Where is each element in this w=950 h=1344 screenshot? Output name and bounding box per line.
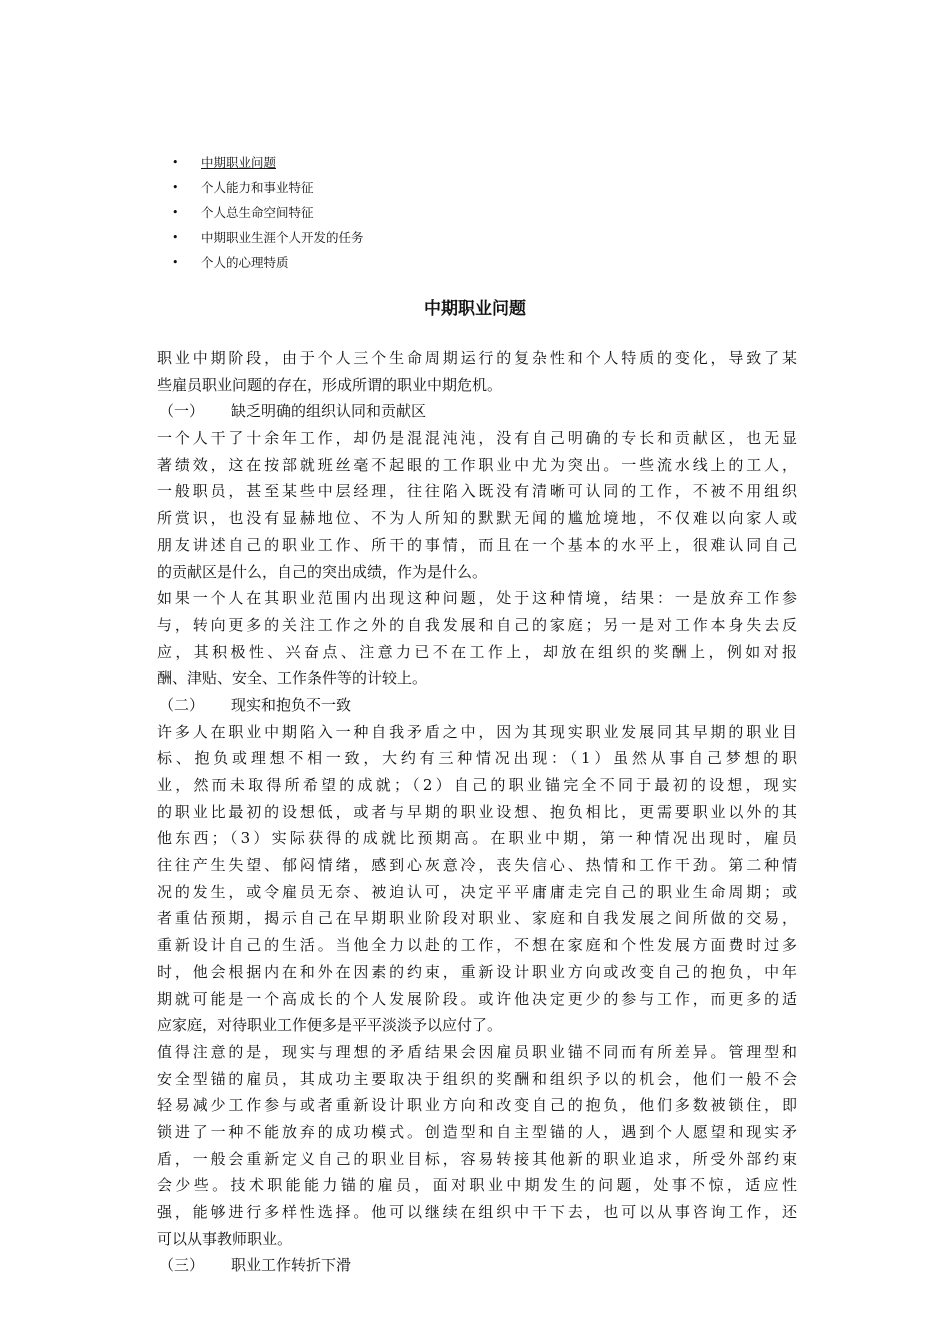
text-line: 时，他会根据内在和外在因素的约束，重新设计职业方向或改变自己的抱负，中年: [157, 962, 797, 981]
section-title: 中期职业问题: [424, 299, 526, 319]
toc-item[interactable]: [172, 175, 364, 200]
bullet-icon: •: [172, 156, 179, 169]
bullet-icon: •: [172, 181, 179, 194]
toc-item[interactable]: [172, 250, 364, 275]
text-line: 者重估预期，揭示自己在早期职业阶段对职业、家庭和自我发展之间所做的交易，: [157, 909, 797, 928]
text-line: 酬、津贴、安全、工作条件等的计较上。: [157, 669, 428, 688]
text-line: 期就可能是一个高成长的个人发展阶段。或许他决定更少的参与工作，而更多的适: [157, 989, 797, 1008]
text-line: 往往产生失望、郁闷情绪，感到心灰意冷，丧失信心、热情和工作干劲。第二种情: [157, 856, 797, 875]
text-line: 些雇员职业问题的存在，形成所谓的职业中期危机。: [157, 375, 503, 394]
text-line: 著绩效，这在按部就班丝毫不起眼的工作职业中尤为突出。一些流水线上的工人，: [157, 455, 797, 474]
text-line: 应，其积极性、兴奋点、注意力已不在工作上，却放在组织的奖酬上，例如对报: [157, 642, 797, 661]
text-line: 应家庭，对待职业工作便多是平平淡淡予以应付了。: [157, 1016, 503, 1035]
subsection-heading-text: 职业工作转折下滑: [231, 1256, 352, 1275]
text-line: 强，能够进行多样性选择。他可以继续在组织中干下去，也可以从事咨询工作，还: [157, 1203, 797, 1221]
toc-item[interactable]: [172, 225, 364, 250]
body-text: [157, 345, 797, 1279]
toc-item[interactable]: [172, 150, 364, 175]
text-line: 职业中期阶段，由于个人三个生命周期运行的复杂性和个人特质的变化，导致了某: [157, 349, 797, 367]
toc-link[interactable]: 个人总生命空间特征: [201, 205, 314, 220]
text-line: 业，然而未取得所希望的成就；（2）自己的职业锚完全不同于最初的设想，现实: [157, 776, 797, 794]
bullet-icon: •: [172, 206, 179, 219]
text-line: 的贡献区是什么，自己的突出成绩，作为是什么。: [157, 562, 488, 581]
text-line: 的职业比最初的设想低，或者与早期的职业设想、抱负相比，更需要职业以外的其: [157, 802, 797, 821]
table-of-contents: [172, 150, 364, 275]
text-line: 朋友讲述自己的职业工作、所干的事情，而且在一个基本的水平上，很难认同自己: [157, 535, 797, 554]
text-line: 安全型锚的雇员，其成功主要取决于组织的奖酬和组织予以的机会，他们一般不会: [157, 1069, 797, 1088]
toc-link[interactable]: 个人能力和事业特征: [201, 180, 314, 195]
text-line: 轻易减少工作参与或者重新设计职业方向和改变自己的抱负，他们多数被锁住，即: [157, 1096, 797, 1115]
subsection-number: （一）: [159, 402, 205, 421]
toc-link[interactable]: 个人的心理特质: [201, 255, 289, 270]
text-line: 所赏识，也没有显赫地位、不为人所知的默默无闻的尴尬境地，不仅难以向家人或: [157, 509, 797, 528]
text-line: 如果一个人在其职业范围内出现这种问题，处于这种情境，结果：一是放弃工作参: [157, 589, 797, 608]
bullet-icon: •: [172, 256, 179, 269]
text-line: 许多人在职业中期陷入一种自我矛盾之中，因为其现实职业发展同其早期的职业目: [157, 722, 797, 741]
text-line: 会少些。技术职能能力锚的雇员，面对职业中期发生的问题，处事不惊，适应性: [157, 1176, 797, 1195]
text-line: 可以从事教师职业。: [157, 1229, 293, 1248]
text-line: 一般职员，甚至某些中层经理，往往陷入既没有清晰可认同的工作，不被不用组织: [157, 482, 797, 501]
subsection-number: （二）: [159, 695, 205, 714]
text-line: 他东西；（3）实际获得的成就比预期高。在职业中期，第一种情况出现时，雇员: [157, 829, 797, 848]
text-line: 与，转向更多的关注工作之外的自我发展和自己的家庭；另一是对工作本身失去反: [157, 615, 797, 634]
text-line: 标、抱负或理想不相一致，大约有三种情况出现：（1）虽然从事自己梦想的职: [157, 749, 797, 768]
text-line: 盾，一般会重新定义自己的职业目标，容易转接其他新的职业追求，所受外部约束: [157, 1149, 797, 1168]
subsection-heading: [157, 692, 797, 719]
subsection-number: （三）: [159, 1256, 205, 1275]
toc-link[interactable]: 中期职业生涯个人开发的任务: [201, 230, 364, 245]
text-line: 况的发生，或令雇员无奈、被迫认可，决定平平庸庸走完自己的职业生命周期；或: [157, 882, 797, 901]
text-line: 重新设计自己的生活。当他全力以赴的工作，不想在家庭和个性发展方面费时过多: [157, 936, 797, 955]
text-line: 锁进了一种不能放弃的成功模式。创造型和自主型锚的人，遇到个人愿望和现实矛: [157, 1122, 797, 1141]
toc-item[interactable]: [172, 200, 364, 225]
text-line: 一个人干了十余年工作，却仍是混混沌沌，没有自己明确的专长和贡献区，也无显: [157, 429, 797, 448]
subsection-heading: [157, 1252, 797, 1279]
subsection-heading: [157, 398, 797, 425]
subsection-heading-text: 缺乏明确的组织认同和贡献区: [231, 402, 427, 421]
text-line: 值得注意的是，现实与理想的矛盾结果会因雇员职业锚不同而有所差异。管理型和: [157, 1042, 797, 1061]
toc-link[interactable]: 中期职业问题: [201, 155, 277, 170]
subsection-heading-text: 现实和抱负不一致: [231, 695, 352, 714]
bullet-icon: •: [172, 231, 179, 244]
